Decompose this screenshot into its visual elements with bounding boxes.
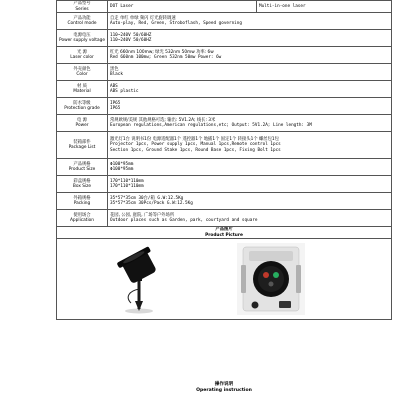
value-cn: Φ100*95mm: [110, 161, 134, 167]
spec-row-control-mode: [57, 13, 392, 30]
spec-value: [108, 115, 392, 132]
value-cn: 黑色: [110, 66, 119, 72]
spec-value: [108, 30, 392, 47]
spec-row-material: [57, 81, 392, 98]
label-cn: 外箱规格: [73, 195, 91, 201]
spec-label: [57, 132, 108, 159]
value-en: Auto-play, Red, Green, Stroboflash, Speed governing: [110, 21, 242, 27]
label-cn: 产品规格: [73, 161, 91, 167]
value-en: Red 660nm 100mw; Green 532nm 50mw Power: 6w: [110, 55, 222, 61]
value-cn: 110~240V 50/60HZ: [110, 32, 152, 38]
value-cn: 红光 660nm 100mw; 绿光 532nm 50mw 功率: 6w: [110, 49, 214, 55]
spec-value: [108, 193, 392, 210]
value-line: DOT Laser: [110, 3, 134, 9]
spec-value: [108, 64, 392, 81]
label-en: Material: [73, 89, 91, 95]
picture-row: [57, 239, 392, 320]
label-cn: 电源电压: [73, 32, 91, 38]
value-extra: Multi-in-one laser: [259, 3, 306, 9]
value-cn: 花园, 公园, 庭院, 广场等户外场所: [110, 212, 175, 218]
spec-label: [57, 13, 108, 30]
section-title-en: Product Picture: [205, 232, 243, 238]
label-en: Color: [76, 72, 88, 78]
value-en: Projector 1pcs, Power supply 1pcs, Manual 1pcs,Remote control 1pcs: [110, 142, 281, 148]
label-en: Box Size: [72, 184, 92, 190]
spec-row-voltage: [57, 30, 392, 47]
spec-label: [57, 1, 108, 13]
spec-row-application: [57, 210, 392, 227]
label-cn: 材 质: [77, 83, 87, 89]
value-cn: IP65: [110, 100, 121, 106]
spec-value: [108, 159, 392, 176]
value-cn: 激光灯1台 说明书1份 电源适配器1个 遥控器1个 地插1个 固定1个 转接头1个 螺丝包1包: [110, 136, 279, 142]
spec-label: [57, 30, 108, 47]
spec-label: [57, 193, 108, 210]
spec-sheet: [56, 0, 392, 393]
value-cn: 常规欧规/美规 其他规格可选; 输出: 5V1.2A; 线长: 3米: [110, 117, 216, 123]
value-en: 35*57*35cm 30Pcs/Pack G.W:12.5Kg: [110, 201, 193, 207]
spec-row-series: [57, 1, 392, 13]
value-cn: 自走 单红 单绿 频闪 灯光旋转调速: [110, 15, 176, 21]
spec-row-laser-color: [57, 47, 392, 64]
spec-value: [108, 98, 392, 115]
spec-label: [57, 81, 108, 98]
label-en: Control mode: [67, 21, 97, 27]
spec-label: [57, 98, 108, 115]
spec-row-power: [57, 115, 392, 132]
operating-title-cn: 操作说明: [214, 382, 234, 387]
label-en: Laser color: [70, 55, 94, 61]
label-en: Product Size: [68, 167, 96, 173]
label-en: Series: [75, 6, 89, 12]
boxed-laser-projector-set-icon: [235, 241, 307, 317]
label-cn: 彩盒规格: [73, 178, 91, 184]
picture-section-header: [57, 227, 392, 239]
spec-label: [57, 115, 108, 132]
spec-label: [57, 64, 108, 81]
value-cn: 170*110*110mm: [110, 178, 144, 184]
spec-value: [108, 210, 392, 227]
spec-label: [57, 210, 108, 227]
operating-instruction-title: [56, 382, 392, 393]
spec-row-box-size: [57, 176, 392, 193]
value-en: Black: [110, 72, 123, 78]
value-en: 110~240V 50/60HZ: [110, 38, 152, 44]
spec-value: [108, 132, 392, 159]
value-cn: ABS: [110, 83, 118, 89]
spec-value: [108, 47, 392, 64]
label-cn: 光 源: [77, 49, 87, 55]
label-cn: 产品型号: [73, 1, 91, 6]
value-en: ABS plastic: [110, 89, 139, 95]
product-pictures: [57, 239, 391, 319]
garden-stake-laser-projector-icon: [111, 245, 167, 315]
spec-row-product-size: [57, 159, 392, 176]
label-cn: 防水等级: [73, 100, 91, 106]
value-en-2: Section 1pcs, Ground Stake 1pcs, Round Base 1pcs, Fixing Bolt 1pcs: [110, 147, 281, 153]
picture-cell: [57, 239, 392, 320]
section-title: [57, 227, 392, 239]
label-cn: 电 源: [77, 117, 87, 123]
spec-value: [108, 81, 392, 98]
spec-row-package: [57, 132, 392, 159]
spec-value: [108, 1, 257, 13]
spec-row-packing: [57, 193, 392, 210]
value-en: IP65: [110, 106, 121, 112]
label-en: Power supply voltage: [59, 38, 105, 44]
section-title-cn: 产品图片: [215, 227, 233, 233]
label-en: Protection grade: [64, 106, 100, 112]
spec-row-color: [57, 64, 392, 81]
label-en: Package List: [68, 145, 96, 151]
spec-value: [108, 176, 392, 193]
label-en: Application: [69, 218, 94, 224]
value-cn: 35*57*35cm 30台/箱 G.W:12.5Kg: [110, 195, 184, 201]
label-cn: 装箱部件: [73, 139, 91, 145]
spec-label: [57, 47, 108, 64]
operating-title-en: Operating instruction: [196, 387, 252, 393]
spec-row-protection: [57, 98, 392, 115]
label-cn: 产品功能: [73, 15, 91, 21]
spec-table: [56, 0, 392, 320]
value-en: 170*110*110mm: [110, 184, 144, 190]
label-en: Power: [75, 123, 89, 129]
spec-value-extra: [257, 1, 392, 13]
value-en: European regulations,American regulations,etc; Output: 5V1.2A; Line length: 3M: [110, 123, 312, 129]
label-cn: 外壳颜色: [73, 66, 91, 72]
label-en: Packing: [73, 201, 91, 207]
value-en: Φ100*95mm: [110, 167, 134, 173]
spec-label: [57, 159, 108, 176]
spec-value: [108, 13, 392, 30]
value-en: Outdoor places such as Garden, park, courtyard and square: [110, 218, 258, 224]
spec-label: [57, 176, 108, 193]
label-cn: 使用场合: [73, 212, 91, 218]
